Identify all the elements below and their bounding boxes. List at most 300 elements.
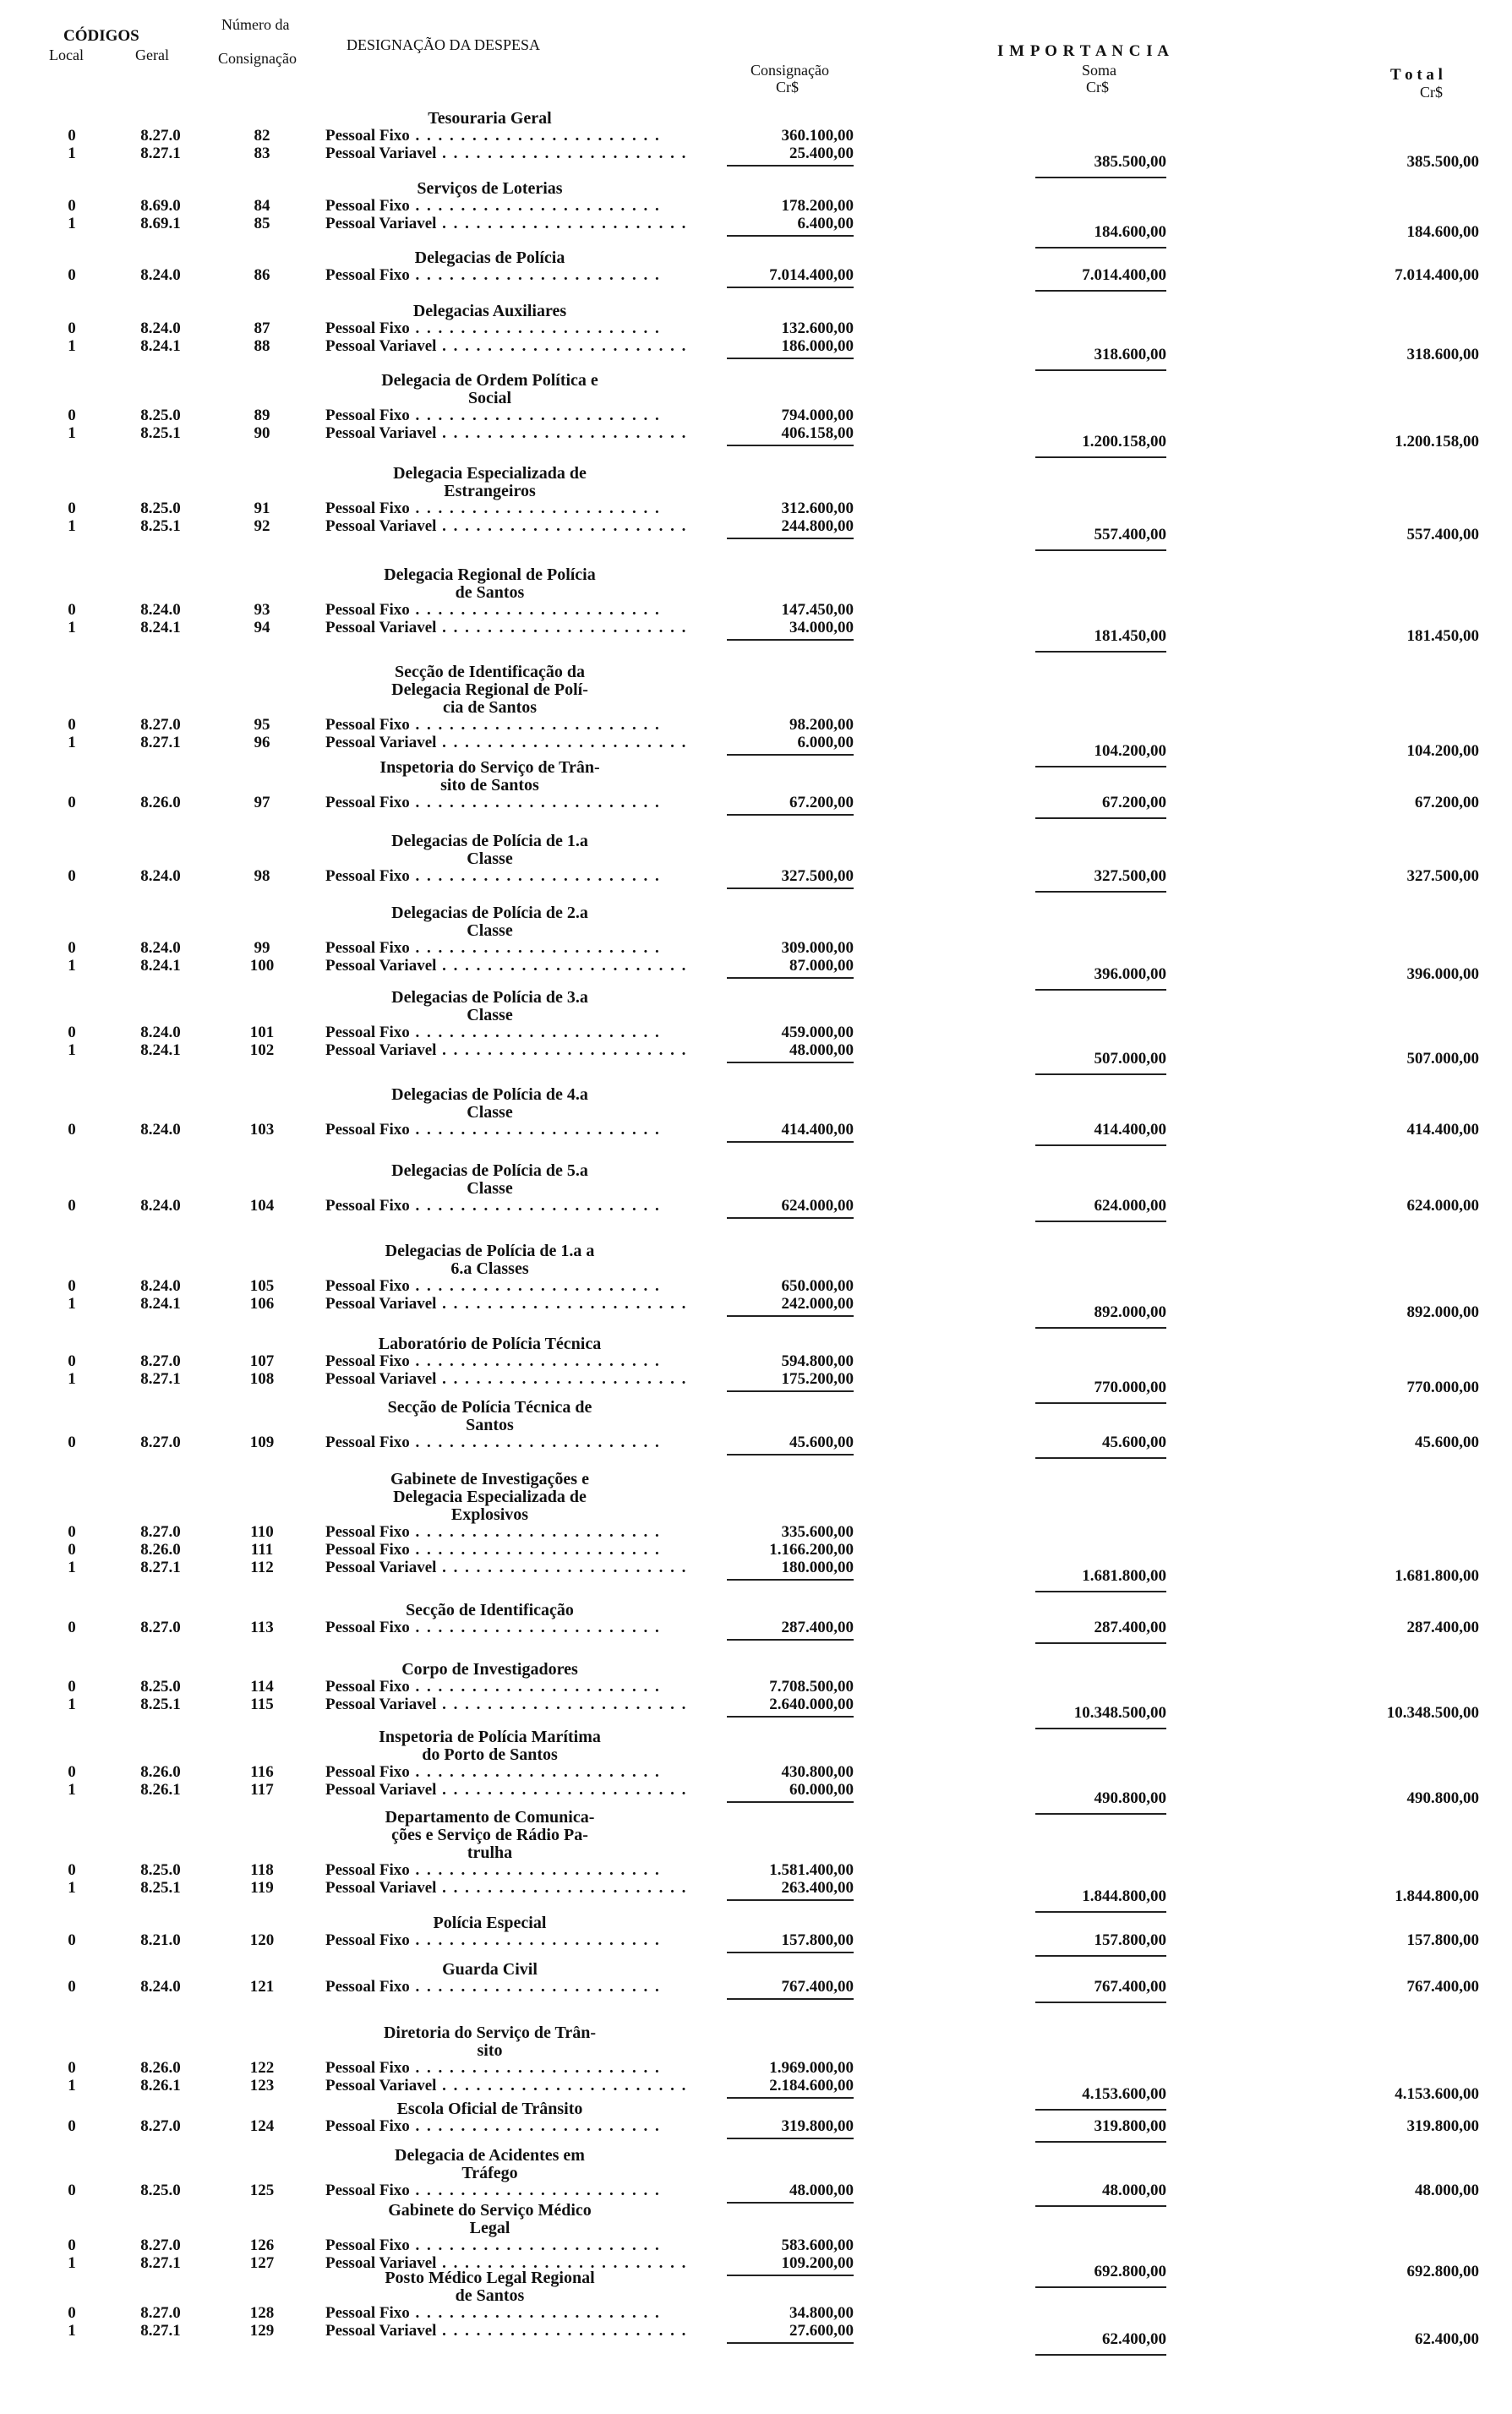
code-geral: 8.24.1 [140,1041,181,1059]
code-geral: 8.26.0 [140,2059,181,2077]
table-row [0,1024,1512,1041]
expense-description-text: Pessoal Fixo [325,939,410,957]
consignacao-value: 180.000,00 [781,1559,854,1576]
soma-value: 10.348.500,00 [1073,1704,1166,1722]
leader-dots: . . . . . . . . . . . . . . . . . . . . . . [409,1197,661,1215]
consignacao-number: 109 [249,1434,275,1451]
group-title-line: Delegacias de Polícia de 3.a [391,988,588,1007]
code-geral: 8.27.0 [140,127,181,145]
expense-description [325,1024,661,1041]
group-title-line: 6.a Classes [450,1259,529,1278]
consignacao-number: 87 [254,320,270,337]
group-title-line: Escola Oficial de Trânsito [396,2100,583,2118]
consignacao-rule [727,2202,854,2204]
consignacao-number: 108 [249,1370,275,1388]
group-title-line: Delegacia Especializada de [393,464,587,483]
group-title-line: Delegacia Regional de Polícia [384,565,596,584]
consignacao-number: 116 [250,1763,274,1781]
code-geral: 8.27.1 [140,145,181,162]
table-row [0,1524,1512,1541]
consignacao-value: 287.400,00 [781,1619,854,1636]
consignacao-value: 1.581.400,00 [769,1861,854,1879]
group-sum-row [0,527,1512,543]
code-local: 1 [68,957,76,975]
expense-description-text: Pessoal Variavel [325,957,437,975]
leader-dots: . . . . . . . . . . . . . . . . . . . . . . [409,939,661,957]
header-col-consignacao-unit: Cr$ [776,79,799,96]
leader-dots: . . . . . . . . . . . . . . . . . . . . . . [409,1861,661,1879]
total-value: 490.800,00 [1406,1789,1479,1807]
leader-dots: . . . . . . . . . . . . . . . . . . . . . . [409,794,661,811]
expense-description-text: Pessoal Fixo [325,500,410,517]
expense-description-text: Pessoal Fixo [325,601,410,619]
leader-dots: . . . . . . . . . . . . . . . . . . . . . . [409,1523,661,1541]
expense-description-text: Pessoal Fixo [325,1931,410,1949]
table-row [0,128,1512,145]
expense-description [325,2304,661,2322]
group-sum-row [0,1705,1512,1722]
expense-description-text: Pessoal Variavel [325,1370,437,1388]
total-value: 396.000,00 [1406,965,1479,983]
leader-dots: . . . . . . . . . . . . . . . . . . . . . . [436,1370,688,1388]
leader-dots: . . . . . . . . . . . . . . . . . . . . . . [409,500,661,517]
leader-dots: . . . . . . . . . . . . . . . . . . . . . . [436,1879,688,1897]
soma-rule [1035,2205,1166,2207]
group-title-line: Delegacias de Polícia de 2.a [391,904,588,922]
code-local: 1 [68,1879,76,1897]
group-title-line: Delegacias Auxiliares [412,302,567,320]
expense-description-text: Pessoal Variavel [325,1696,437,1713]
table-row [0,2305,1512,2322]
group-title-line: Delegacia de Acidentes em [395,2146,585,2165]
soma-value: 1.200.158,00 [1082,433,1166,451]
consignacao-number: 115 [250,1696,274,1713]
consignacao-number: 96 [254,734,270,751]
code-local: 1 [68,337,76,355]
code-local: 1 [68,1559,76,1576]
expense-description [325,2059,661,2077]
table-row [0,198,1512,215]
total-value: 767.400,00 [1406,1978,1479,1996]
code-geral: 8.27.1 [140,1559,181,1576]
consignacao-value: 2.184.600,00 [769,2077,854,2094]
expense-description [325,601,661,619]
consignacao-number: 121 [249,1978,275,1996]
consignacao-value: 594.800,00 [781,1352,854,1370]
expense-description-text: Pessoal Fixo [325,1763,410,1781]
total-value: 770.000,00 [1406,1379,1479,1396]
group-title-line: Classe [467,1006,513,1024]
code-geral: 8.26.0 [140,1763,181,1781]
soma-rule [1035,2354,1166,2356]
consignacao-number: 119 [250,1879,274,1897]
soma-rule [1035,1327,1166,1329]
expense-description [325,1277,661,1295]
code-local: 0 [68,1277,76,1295]
group-title-line: sito [477,2041,503,2060]
code-local: 0 [68,1678,76,1696]
soma-rule [1035,1955,1166,1957]
consignacao-value: 309.000,00 [781,939,854,957]
consignacao-number: 86 [254,266,270,284]
code-local: 0 [68,2236,76,2254]
soma-value: 181.450,00 [1094,627,1166,645]
expense-description-text: Pessoal Fixo [325,1024,410,1041]
expense-description-text: Pessoal Variavel [325,145,437,162]
expense-description [325,1523,661,1541]
soma-rule [1035,2286,1166,2288]
header-col-soma: Soma [1082,62,1117,79]
group-title-line: Secção de Identificação da [395,663,585,681]
soma-rule [1035,1144,1166,1146]
expense-description-text: Pessoal Fixo [325,1619,410,1636]
expense-description-text: Pessoal Fixo [325,867,410,885]
code-local: 0 [68,716,76,734]
expense-description [325,939,661,957]
expense-description-text: Pessoal Fixo [325,1541,410,1559]
group-title-line: Estrangeiros [444,482,536,500]
soma-value: 62.400,00 [1102,2330,1166,2348]
expense-description-text: Pessoal Variavel [325,2254,437,2272]
soma-value: 327.500,00 [1094,867,1166,885]
consignacao-number: 122 [249,2059,275,2077]
leader-dots: . . . . . . . . . . . . . . . . . . . . . . [436,517,688,535]
code-local: 0 [68,1121,76,1139]
consignacao-value: 175.200,00 [781,1370,854,1388]
expense-description-text: Pessoal Fixo [325,716,410,734]
group-title-line: Inspetoria do Serviço de Trân- [379,758,600,777]
soma-rule [1035,549,1166,551]
code-geral: 8.26.0 [140,1541,181,1559]
soma-value: 396.000,00 [1094,965,1166,983]
code-local: 0 [68,127,76,145]
consignacao-value: 360.100,00 [781,127,854,145]
code-geral: 8.27.1 [140,2254,181,2272]
soma-value: 1.681.800,00 [1082,1567,1166,1585]
expense-description-text: Pessoal Fixo [325,2182,410,2199]
expense-description-text: Pessoal Fixo [325,2304,410,2322]
leader-dots: . . . . . . . . . . . . . . . . . . . . . . [436,1041,688,1059]
group-sum-row [0,1932,1512,1949]
group-sum-row [0,1051,1512,1068]
expense-description [325,407,661,424]
code-geral: 8.25.1 [140,1696,181,1713]
expense-description-text: Pessoal Fixo [325,1678,410,1696]
leader-dots: . . . . . . . . . . . . . . . . . . . . . . [436,1696,688,1713]
consignacao-value: 178.200,00 [781,197,854,215]
soma-value: 318.600,00 [1094,346,1166,363]
consignacao-value: 244.800,00 [781,517,854,535]
consignacao-number: 97 [254,794,270,811]
soma-rule [1035,989,1166,991]
consignacao-number: 106 [249,1295,275,1313]
code-local: 1 [68,145,76,162]
leader-dots: . . . . . . . . . . . . . . . . . . . . . . [436,2254,688,2272]
group-title-line: Delegacia Especializada de [393,1488,587,1506]
consignacao-number: 94 [254,619,270,636]
code-geral: 8.27.0 [140,2236,181,2254]
consignacao-number: 85 [254,215,270,232]
leader-dots: . . . . . . . . . . . . . . . . . . . . . . [409,1678,661,1696]
group-title-line: Delegacias de Polícia [414,248,565,267]
code-geral: 8.25.1 [140,424,181,442]
consignacao-value: 1.969.000,00 [769,2059,854,2077]
group-sum-row [0,2264,1512,2280]
group-sum-row [0,1434,1512,1451]
expense-description-text: Pessoal Fixo [325,1197,410,1215]
expense-description-text: Pessoal Variavel [325,2322,437,2340]
group-sum-row [0,1122,1512,1139]
group-sum-row [0,1888,1512,1905]
consignacao-number: 129 [249,2322,275,2340]
leader-dots: . . . . . . . . . . . . . . . . . . . . . . [409,1121,661,1139]
code-geral: 8.26.0 [140,794,181,811]
code-local: 0 [68,1619,76,1636]
expense-description [325,127,661,145]
consignacao-rule [727,1217,854,1219]
group-title-line: Gabinete do Serviço Médico [388,2201,592,2220]
code-local: 0 [68,407,76,424]
group-title-line: Secção de Identificação [406,1601,574,1619]
soma-value: 157.800,00 [1094,1931,1166,1949]
consignacao-number: 118 [250,1861,274,1879]
code-geral: 8.27.0 [140,1523,181,1541]
soma-rule [1035,1402,1166,1404]
leader-dots: . . . . . . . . . . . . . . . . . . . . . . [409,2304,661,2322]
consignacao-value: 25.400,00 [789,145,854,162]
group-title-line: Gabinete de Investigações e [390,1470,589,1488]
leader-dots: . . . . . . . . . . . . . . . . . . . . . . [409,867,661,885]
consignacao-value: 7.014.400,00 [769,266,854,284]
total-value: 892.000,00 [1406,1303,1479,1321]
expense-description [325,500,661,517]
consignacao-value: 7.708.500,00 [769,1678,854,1696]
soma-rule [1035,1911,1166,1913]
code-local: 1 [68,1295,76,1313]
table-row [0,1278,1512,1295]
code-local: 0 [68,939,76,957]
table-row [0,1679,1512,1696]
table-row [0,407,1512,424]
table-row [0,2060,1512,2077]
total-value: 184.600,00 [1406,223,1479,241]
total-value: 557.400,00 [1406,526,1479,543]
soma-rule [1035,290,1166,292]
total-value: 104.200,00 [1406,742,1479,760]
consignacao-value: 794.000,00 [781,407,854,424]
header-codigos: CÓDIGOS [63,27,139,45]
code-local: 0 [68,1523,76,1541]
expense-description-text: Pessoal Fixo [325,197,410,215]
code-geral: 8.27.0 [140,716,181,734]
consignacao-rule [727,1952,854,1953]
leader-dots: . . . . . . . . . . . . . . . . . . . . . . [409,1352,661,1370]
consignacao-value: 414.400,00 [781,1121,854,1139]
group-sum-row [0,1619,1512,1636]
total-value: 318.600,00 [1406,346,1479,363]
code-geral: 8.27.1 [140,2322,181,2340]
expense-description-text: Pessoal Fixo [325,1434,410,1451]
group-title-line: Tesouraria Geral [428,109,552,128]
consignacao-rule [727,814,854,816]
soma-rule [1035,1591,1166,1592]
consignacao-number: 120 [249,1931,275,1949]
header-local: Local [49,46,84,63]
consignacao-number: 82 [254,127,270,145]
group-title-line: Polícia Especial [433,1914,547,1932]
code-local: 1 [68,2322,76,2340]
group-title-line: Delegacias de Polícia de 4.a [391,1085,588,1104]
group-sum-row [0,347,1512,363]
consignacao-rule [727,1454,854,1456]
expense-description-text: Pessoal Fixo [325,1352,410,1370]
group-sum-row [0,154,1512,171]
consignacao-value: 312.600,00 [781,500,854,517]
expense-description [325,1352,661,1370]
expense-description-text: Pessoal Variavel [325,1295,437,1313]
consignacao-number: 95 [254,716,270,734]
consignacao-rule [727,1998,854,2000]
group-title-line: Departamento de Comunica- [385,1808,595,1827]
total-value: 1.200.158,00 [1395,433,1479,451]
consignacao-value: 186.000,00 [781,337,854,355]
consignacao-number: 127 [249,2254,275,2272]
code-local: 0 [68,794,76,811]
consignacao-number: 102 [249,1041,275,1059]
consignacao-value: 319.800,00 [781,2117,854,2135]
leader-dots: . . . . . . . . . . . . . . . . . . . . . . [409,2236,661,2254]
expense-description-text: Pessoal Fixo [325,320,410,337]
consignacao-value: 650.000,00 [781,1277,854,1295]
expense-description-text: Pessoal Fixo [325,1978,410,1996]
expense-description [325,716,661,734]
leader-dots: . . . . . . . . . . . . . . . . . . . . . . [436,1559,688,1576]
group-title-line: Santos [466,1416,514,1434]
total-value: 157.800,00 [1406,1931,1479,1949]
consignacao-value: 34.000,00 [789,619,854,636]
group-sum-row [0,1304,1512,1321]
total-value: 287.400,00 [1406,1619,1479,1636]
soma-value: 4.153.600,00 [1082,2085,1166,2103]
consignacao-number: 117 [250,1781,274,1799]
leader-dots: . . . . . . . . . . . . . . . . . . . . . . [436,2077,688,2094]
code-local: 1 [68,734,76,751]
consignacao-rule [727,1141,854,1143]
leader-dots: . . . . . . . . . . . . . . . . . . . . . . [409,407,661,424]
total-value: 1.681.800,00 [1395,1567,1479,1585]
leader-dots: . . . . . . . . . . . . . . . . . . . . . . [436,2322,688,2340]
soma-value: 892.000,00 [1094,1303,1166,1321]
group-title-line: Delegacia de Ordem Política e [381,371,598,390]
group-sum-row [0,868,1512,885]
consignacao-value: 45.600,00 [789,1434,854,1451]
group-sum-row [0,2086,1512,2103]
code-geral: 8.26.1 [140,1781,181,1799]
leader-dots: . . . . . . . . . . . . . . . . . . . . . . [409,1277,661,1295]
code-local: 0 [68,601,76,619]
code-local: 0 [68,1861,76,1879]
group-title-line: Tráfego [461,2164,518,2182]
group-sum-row [0,2331,1512,2348]
group-title-line: Classe [467,921,513,940]
consignacao-value: 60.000,00 [789,1781,854,1799]
soma-rule [1035,651,1166,653]
group-title-line: Delegacia Regional de Polí- [391,680,588,699]
leader-dots: . . . . . . . . . . . . . . . . . . . . . . [409,1931,661,1949]
soma-value: 692.800,00 [1094,2263,1166,2280]
consignacao-rule [727,888,854,889]
header-col-total-unit: Cr$ [1420,84,1443,101]
consignacao-rule [727,287,854,288]
header-col-soma-unit: Cr$ [1086,79,1109,96]
expense-description-text: Pessoal Variavel [325,215,437,232]
code-geral: 8.24.1 [140,337,181,355]
table-row [0,1353,1512,1370]
group-sum-row [0,2182,1512,2199]
consignacao-number: 107 [249,1352,275,1370]
group-title-line: Corpo de Investigadores [401,1660,578,1679]
consignacao-number: 84 [254,197,270,215]
consignacao-value: 67.200,00 [789,794,854,811]
consignacao-number: 101 [249,1024,275,1041]
code-geral: 8.24.0 [140,939,181,957]
leader-dots: . . . . . . . . . . . . . . . . . . . . . . [409,1978,661,1996]
expense-description-text: Pessoal Variavel [325,1781,437,1799]
consignacao-number: 126 [249,2236,275,2254]
code-local: 0 [68,1434,76,1451]
code-geral: 8.69.0 [140,197,181,215]
total-value: 327.500,00 [1406,867,1479,885]
soma-value: 1.844.800,00 [1082,1887,1166,1905]
expense-description-text: Pessoal Variavel [325,1041,437,1059]
consignacao-number: 114 [250,1678,274,1696]
consignacao-value: 583.600,00 [781,2236,854,2254]
consignacao-value: 48.000,00 [789,1041,854,1059]
consignacao-number: 110 [250,1523,274,1541]
total-value: 385.500,00 [1406,153,1479,171]
consignacao-value: 27.600,00 [789,2322,854,2340]
code-geral: 8.27.0 [140,2117,181,2135]
group-sum-row [0,628,1512,645]
group-sum-row [0,1790,1512,1807]
consignacao-number: 88 [254,337,270,355]
code-local: 1 [68,215,76,232]
expense-description-text: Pessoal Fixo [325,1121,410,1139]
code-geral: 8.69.1 [140,215,181,232]
consignacao-value: 406.158,00 [781,424,854,442]
code-local: 0 [68,1931,76,1949]
total-value: 45.600,00 [1415,1434,1479,1451]
soma-rule [1035,2141,1166,2143]
group-sum-row [0,1979,1512,1996]
group-title-line: Delegacias de Polícia de 5.a [391,1161,588,1180]
expense-description-text: Pessoal Fixo [325,2117,410,2135]
code-local: 0 [68,1763,76,1781]
code-geral: 8.24.0 [140,1024,181,1041]
expense-description-text: Pessoal Variavel [325,734,437,751]
group-sum-row [0,2118,1512,2135]
group-title-line: Classe [467,1103,513,1122]
group-title-line: Secção de Polícia Técnica de [387,1398,592,1417]
code-local: 1 [68,619,76,636]
consignacao-number: 104 [249,1197,275,1215]
code-geral: 8.24.0 [140,601,181,619]
code-geral: 8.24.0 [140,1197,181,1215]
table-row [0,1542,1512,1559]
leader-dots: . . . . . . . . . . . . . . . . . . . . . . [409,197,661,215]
consignacao-value: 6.400,00 [797,215,854,232]
consignacao-value: 157.800,00 [781,1931,854,1949]
